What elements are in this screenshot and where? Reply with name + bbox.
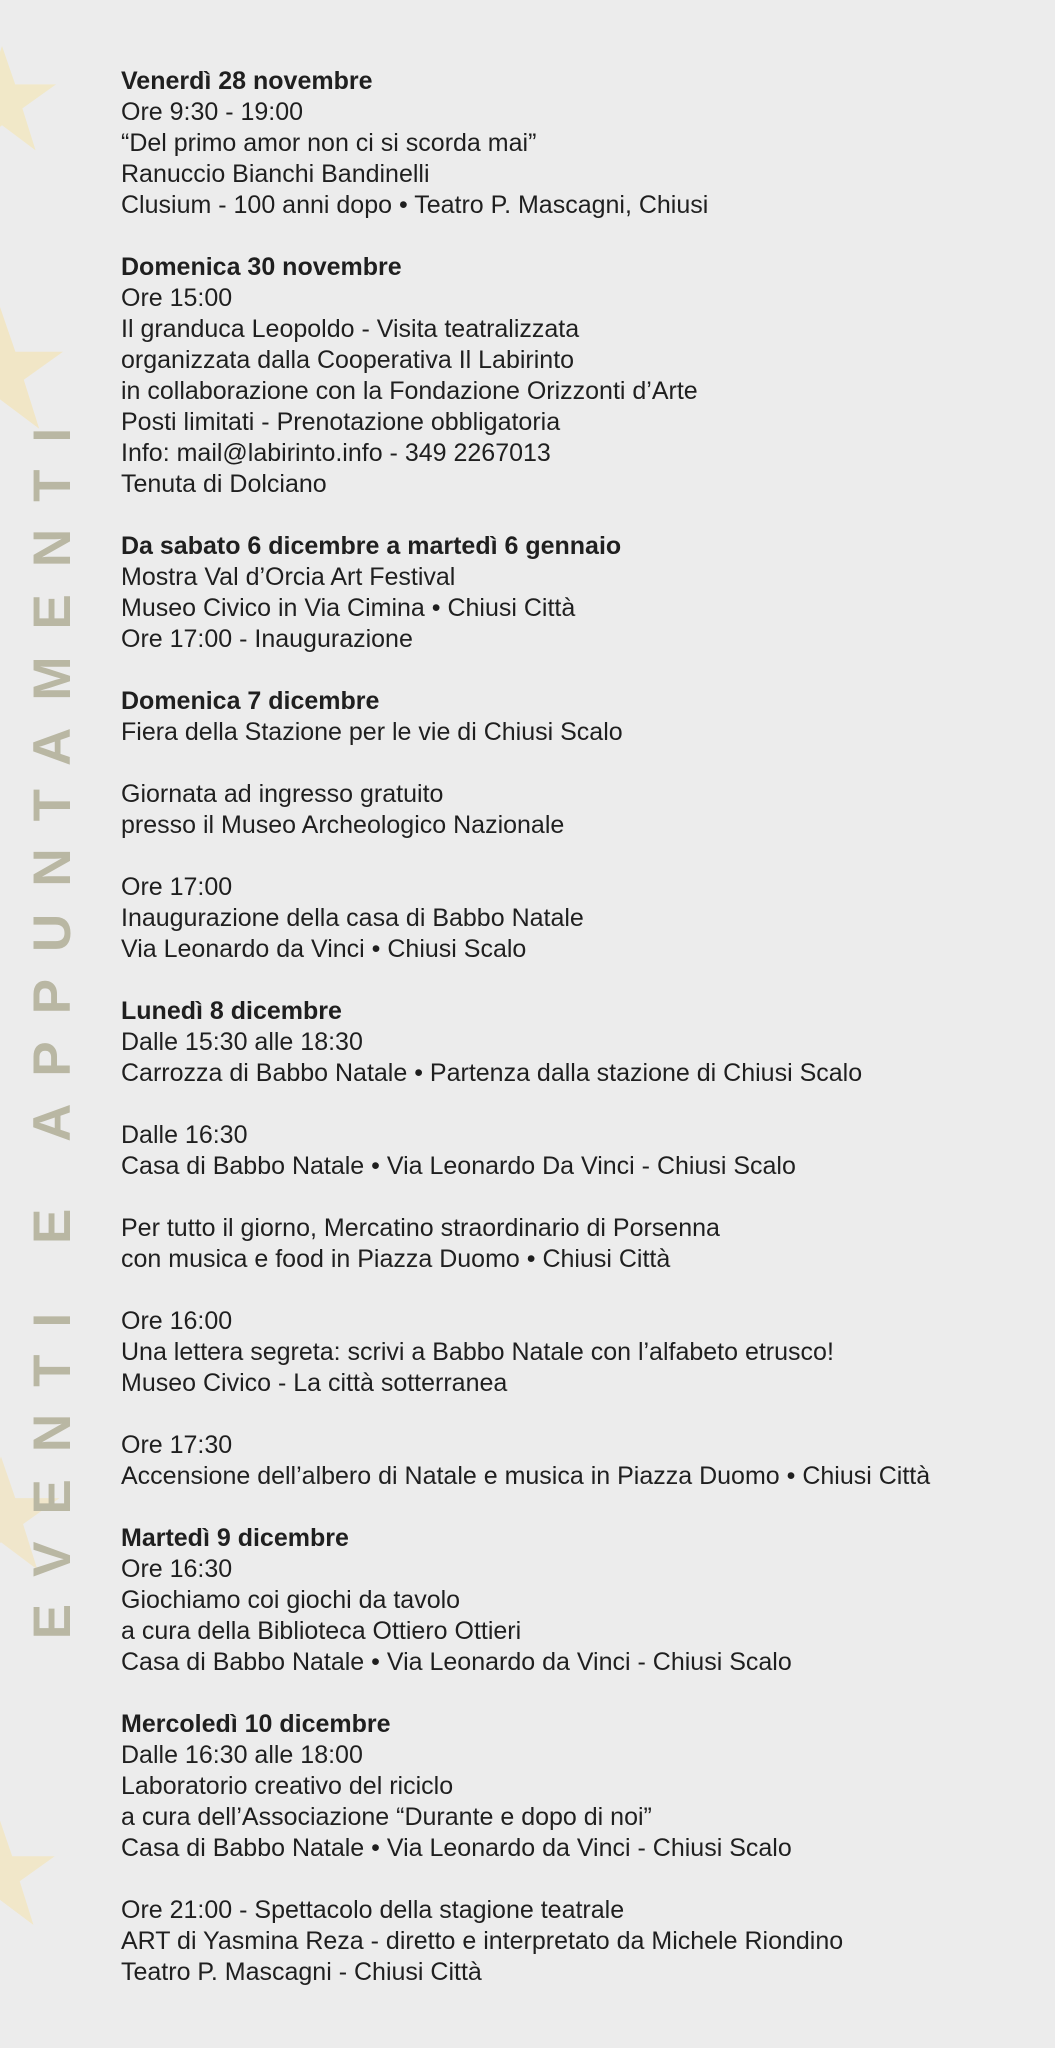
event-item (121, 531, 1021, 655)
vertical-section-title: EVENTI E APPUNTAMENTI (22, 400, 82, 1640)
event-detail-line: Via Leonardo da Vinci • Chiusi Scalo (121, 935, 527, 963)
event-title: Lunedì 8 dicembre (121, 997, 342, 1025)
event-detail-line: ART di Yasmina Reza - diretto e interpretato da Michele Riondino (121, 1927, 844, 1955)
event-detail-line: Per tutto il giorno, Mercatino straordinario di Porsenna (121, 1214, 720, 1242)
event-detail-line: Museo Civico - La città sotterranea (121, 1369, 508, 1397)
event-detail-line: Ore 17:00 (121, 873, 233, 901)
event-detail-line: Casa di Babbo Natale • Via Leonardo da Vinci - Chiusi Scalo (121, 1648, 792, 1676)
event-detail-line: organizzata dalla Cooperativa Il Labirinto (121, 346, 575, 374)
event-item (121, 1709, 1021, 1988)
event-detail-line: Ore 15:00 (121, 284, 233, 312)
event-detail-line: con musica e food in Piazza Duomo • Chiusi Città (121, 1245, 671, 1273)
event-item (121, 686, 1021, 965)
events-list (121, 66, 1021, 1988)
event-title: Martedì 9 dicembre (121, 1524, 349, 1552)
event-detail-line: Posti limitati - Prenotazione obbligatoria (121, 408, 561, 436)
event-detail-line: Fiera della Stazione per le vie di Chiusi Scalo (121, 718, 623, 746)
event-detail-line: Casa di Babbo Natale • Via Leonardo Da Vinci - Chiusi Scalo (121, 1152, 796, 1180)
event-detail-line: Dalle 15:30 alle 18:30 (121, 1028, 363, 1056)
event-spacer (121, 1275, 1021, 1306)
event-detail-line: Teatro P. Mascagni - Chiusi Città (121, 1958, 482, 1986)
event-detail-line: a cura dell’Associazione “Durante e dopo di noi” (121, 1803, 652, 1831)
event-detail-line: Laboratorio creativo del riciclo (121, 1772, 454, 1800)
event-spacer (121, 1399, 1021, 1430)
event-detail-line: presso il Museo Archeologico Nazionale (121, 811, 565, 839)
event-detail-line: Il granduca Leopoldo - Visita teatralizzata (121, 315, 580, 343)
event-title: Mercoledì 10 dicembre (121, 1710, 391, 1738)
event-detail-line: Mostra Val d’Orcia Art Festival (121, 563, 456, 591)
event-detail-line: Ore 9:30 - 19:00 (121, 98, 304, 126)
event-detail-line: Info: mail@labirinto.info - 349 2267013 (121, 439, 551, 467)
event-detail-line: Casa di Babbo Natale • Via Leonardo da Vinci - Chiusi Scalo (121, 1834, 792, 1862)
event-item (121, 996, 1021, 1492)
event-detail-line: “Del primo amor non ci si scorda mai” (121, 129, 537, 157)
event-detail-line: Giornata ad ingresso gratuito (121, 780, 444, 808)
event-detail-line: Ore 16:30 (121, 1555, 233, 1583)
event-detail-line: Ranuccio Bianchi Bandinelli (121, 160, 430, 188)
event-detail-line: Ore 17:00 - Inaugurazione (121, 625, 413, 653)
event-spacer (121, 841, 1021, 872)
event-detail-line: Ore 16:00 (121, 1307, 233, 1335)
event-item (121, 1523, 1021, 1678)
event-title: Domenica 30 novembre (121, 253, 402, 281)
event-detail-line: Carrozza di Babbo Natale • Partenza dalla stazione di Chiusi Scalo (121, 1059, 863, 1087)
event-title: Domenica 7 dicembre (121, 687, 380, 715)
decorative-star-top (0, 40, 62, 160)
event-detail-line: Museo Civico in Via Cimina • Chiusi Città (121, 594, 576, 622)
event-detail-line: Tenuta di Dolciano (121, 470, 327, 498)
event-detail-line: Accensione dell’albero di Natale e musica in Piazza Duomo • Chiusi Città (121, 1462, 931, 1490)
event-spacer (121, 1089, 1021, 1120)
event-detail-line: Inaugurazione della casa di Babbo Natale (121, 904, 584, 932)
event-title: Venerdì 28 novembre (121, 67, 373, 95)
event-detail-line: Una lettera segreta: scrivi a Babbo Natale con l’alfabeto etrusco! (121, 1338, 834, 1366)
event-detail-line: a cura della Biblioteca Ottiero Ottieri (121, 1617, 522, 1645)
event-detail-line: Ore 21:00 - Spettacolo della stagione teatrale (121, 1896, 625, 1924)
event-spacer (121, 1182, 1021, 1213)
event-detail-line: Giochiamo coi giochi da tavolo (121, 1586, 461, 1614)
event-spacer (121, 748, 1021, 779)
event-detail-line: Dalle 16:30 alle 18:00 (121, 1741, 363, 1769)
decorative-star-bottom (0, 1810, 61, 1935)
event-detail-line: Ore 17:30 (121, 1431, 233, 1459)
event-item (121, 252, 1021, 500)
event-detail-line: Dalle 16:30 (121, 1121, 248, 1149)
event-item (121, 66, 1021, 221)
event-spacer (121, 1864, 1021, 1895)
event-title: Da sabato 6 dicembre a martedì 6 gennaio (121, 532, 622, 560)
event-detail-line: in collaborazione con la Fondazione Orizzonti d’Arte (121, 377, 698, 405)
event-detail-line: Clusium - 100 anni dopo • Teatro P. Mascagni, Chiusi (121, 191, 709, 219)
